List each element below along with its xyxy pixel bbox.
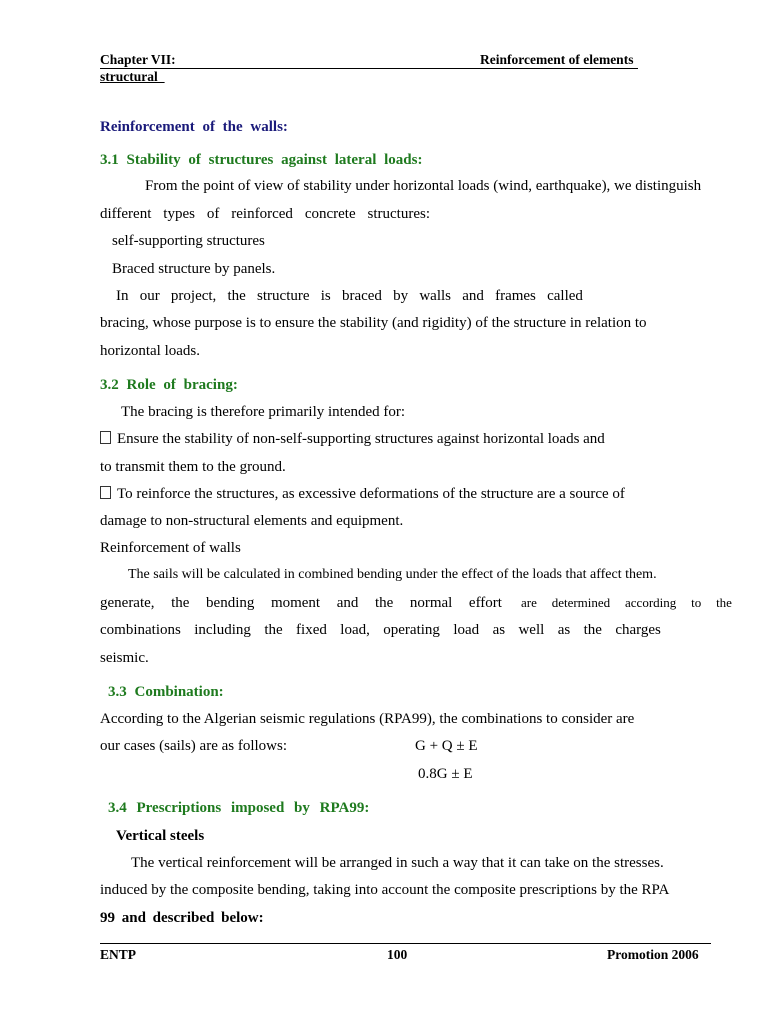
footer-school: ENTP bbox=[100, 947, 137, 962]
heading-3-3: 3.3 Combination: bbox=[108, 684, 224, 700]
s32-paragraph-line-2b: are determined according to the bbox=[521, 595, 732, 610]
s31-paragraph-line-2: different types of reinforced concrete structures: bbox=[100, 206, 430, 222]
s34-paragraph-line-1: The vertical reinforcement will be arranged in such a way that it can take on the stresses. bbox=[131, 855, 664, 871]
s33-line-2: our cases (sails) are as follows: bbox=[100, 738, 288, 754]
s31-paragraph2-line-1: In our project, the structure is braced by walls and frames called bbox=[116, 288, 583, 304]
s32-bullet-2-cont: damage to non-structural elements and equipment. bbox=[100, 513, 404, 529]
checkbox-icon bbox=[100, 431, 111, 444]
s32-bullet-1-cont: to transmit them to the ground. bbox=[100, 459, 286, 475]
combination-formula-1: G + Q ± E bbox=[415, 738, 478, 754]
s34-subheading: Vertical steels bbox=[116, 828, 205, 844]
s31-item-self-supporting: self-supporting structures bbox=[112, 233, 265, 249]
header-title: Reinforcement of elements bbox=[480, 52, 634, 67]
s34-paragraph-line-3: 99 and described below: bbox=[100, 910, 264, 926]
s32-bullet-1: Ensure the stability of non-self-supporting structures against horizontal loads and bbox=[100, 431, 605, 448]
heading-3-2: 3.2 Role of bracing: bbox=[100, 377, 238, 393]
s34-paragraph-line-2: induced by the composite bending, taking into account the composite prescriptions by the RPA bbox=[100, 882, 670, 898]
s31-paragraph2-line-3: horizontal loads. bbox=[100, 343, 200, 359]
s33-line-1: According to the Algerian seismic regulations (RPA99), the combinations to consider are bbox=[100, 711, 635, 727]
footer-rule bbox=[100, 943, 711, 944]
header-subtitle: structural_ bbox=[100, 69, 165, 84]
heading-3-4: 3.4 Prescriptions imposed by RPA99: bbox=[108, 800, 370, 816]
page-number: 100 bbox=[387, 947, 408, 962]
s32-paragraph-line-3: combinations including the fixed load, operating load as well as the charges bbox=[100, 622, 661, 638]
section-title: Reinforcement of the walls: bbox=[100, 119, 288, 135]
s32-bullet-2: To reinforce the structures, as excessive deformations of the structure are a source of bbox=[100, 486, 625, 503]
s32-paragraph-line-1: The sails will be calculated in combined bending under the effect of the loads that affect them. bbox=[128, 567, 657, 582]
s31-paragraph-line-1: From the point of view of stability under horizontal loads (wind, earthquake), we distinguish bbox=[145, 178, 702, 194]
s31-item-braced: Braced structure by panels. bbox=[112, 261, 276, 277]
s32-intro: The bracing is therefore primarily intended for: bbox=[121, 404, 406, 420]
s31-paragraph2-line-2: bracing, whose purpose is to ensure the stability (and rigidity) of the structure in relation to bbox=[100, 315, 647, 331]
footer-promotion: Promotion 2006 bbox=[607, 947, 699, 962]
header-chapter: Chapter VII: bbox=[100, 52, 176, 67]
s32-subheading: Reinforcement of walls bbox=[100, 540, 241, 556]
s32-paragraph-line-4: seismic. bbox=[100, 650, 149, 666]
header-rule bbox=[100, 68, 638, 69]
checkbox-icon bbox=[100, 486, 111, 499]
heading-3-1: 3.1 Stability of structures against lateral loads: bbox=[100, 152, 423, 168]
s32-paragraph-line-2a: generate, the bending moment and the normal effort bbox=[100, 595, 502, 611]
combination-formula-2: 0.8G ± E bbox=[418, 766, 473, 782]
